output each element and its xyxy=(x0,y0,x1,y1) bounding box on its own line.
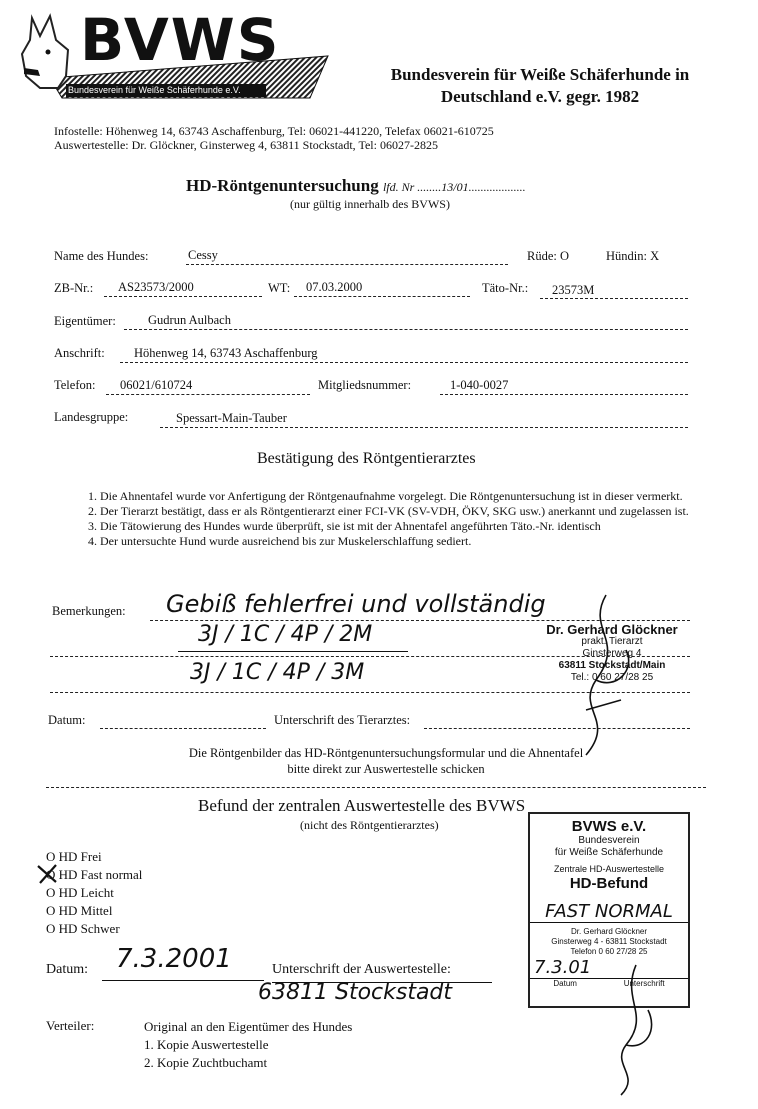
stamp-line: Zentrale HD-Auswertestelle xyxy=(553,864,665,874)
result-signature-line xyxy=(272,982,492,983)
group-value: Spessart-Main-Tauber xyxy=(176,411,287,425)
stamp-line: Ginsterweg 4 - 63811 Stockstadt xyxy=(551,937,667,946)
vet-date-label: Datum: xyxy=(48,713,86,727)
stamp-result-handwriting: FAST NORMAL xyxy=(530,901,688,923)
contact-info xyxy=(54,124,494,152)
phone-line xyxy=(106,394,310,395)
organization-name xyxy=(340,64,740,108)
section-divider xyxy=(46,787,706,788)
result-signature-label: Unterschrift der Auswertestelle: xyxy=(272,962,451,977)
owner-line xyxy=(124,329,688,330)
hd-option-fast-normal: O HD Fast normal xyxy=(46,867,143,882)
stamp-hd-befund: HD-Befund xyxy=(569,875,649,892)
org-line-2: Deutschland e.V. gegr. 1982 xyxy=(440,87,640,106)
name-label: Name des Hundes: xyxy=(54,249,149,263)
stamp-date-label: Datum xyxy=(553,979,577,988)
tattoo-line xyxy=(540,298,688,299)
title-text: HD-Röntgenuntersuchung xyxy=(186,176,379,195)
result-date-line xyxy=(102,980,264,981)
owner-label: Eigentümer: xyxy=(54,314,116,328)
remarks-strike-line xyxy=(178,651,408,652)
address-value: Höhenweg 14, 63743 Aschaffenburg xyxy=(134,346,318,360)
hd-option-mittel: O HD Mittel xyxy=(46,903,113,918)
vet-date-line xyxy=(100,728,266,729)
send-note xyxy=(146,745,626,777)
wt-line xyxy=(294,296,470,297)
zb-label: ZB-Nr.: xyxy=(54,281,94,295)
remarks-handwriting-1: Gebiß fehlerfrei und vollständig xyxy=(166,590,546,618)
distribution-list xyxy=(144,1018,352,1072)
confirm-item: 2. Der Tierarzt bestätigt, dass er als Röntgentierarzt einer FCI-VK (SV-VDH, ÖKV, SKG usw.) anerkannt und zugelassen ist. xyxy=(100,504,758,518)
remarks-handwriting-3: 3J / 1C / 4P / 3M xyxy=(190,660,365,685)
tattoo-value: 23573M xyxy=(552,283,595,297)
male-option: Rüde: O xyxy=(527,249,570,263)
wt-value: 07.03.2000 xyxy=(306,280,363,294)
evaluator-signature xyxy=(596,960,666,1100)
stamp-date-handwriting: 7.3.01 xyxy=(530,957,688,979)
member-label: Mitgliedsnummer: xyxy=(318,378,412,392)
female-option: Hündin: X xyxy=(606,249,660,263)
info-line-2: Auswertestelle: Dr. Glöckner, Ginsterweg 4, 63811 Stockstadt, Tel: 06027-2825 xyxy=(54,138,438,152)
distribution-item: 2. Kopie Zuchtbuchamt xyxy=(144,1055,268,1070)
stamp-line: für Weiße Schäferhunde xyxy=(554,847,664,858)
stamp-line: Bundesverein xyxy=(578,835,640,846)
result-date-label: Datum: xyxy=(46,962,88,977)
hd-option-leicht: O HD Leicht xyxy=(46,885,114,900)
zb-line xyxy=(104,296,262,297)
stamp-signature-label: Unterschrift xyxy=(623,979,665,988)
place-handwriting: 63811 Stockstadt xyxy=(258,980,453,1005)
distribution-label: Verteiler: xyxy=(46,1018,95,1033)
name-line xyxy=(186,264,508,265)
member-line xyxy=(440,394,688,395)
info-line-1: Infostelle: Höhenweg 14, 63743 Aschaffenburg, Tel: 06021-441220, Telefax 06021-610725 xyxy=(54,124,494,138)
member-value: 1-040-0027 xyxy=(450,378,509,392)
hd-option-schwer: O HD Schwer xyxy=(46,921,120,936)
name-value: Cessy xyxy=(188,248,218,262)
stamp-title: BVWS e.V. xyxy=(571,818,647,835)
result-subheading: (nicht des Röntgentierarztes) xyxy=(300,818,439,832)
vet-stamp-line: Tel.: 0 60 27/28 25 xyxy=(570,672,654,683)
serial-number: lfd. Nr ........13/01................... xyxy=(382,180,526,194)
send-note-line-2: bitte direkt zur Auswertestelle schicken xyxy=(287,762,485,776)
stamp-line: Dr. Gerhard Glöckner xyxy=(570,927,648,936)
wt-label: WT: xyxy=(268,281,291,295)
confirmation-heading: Bestätigung des Röntgentierarztes xyxy=(257,450,476,467)
result-date-value: 7.3.2001 xyxy=(116,944,232,974)
address-line xyxy=(120,362,688,363)
vet-signature xyxy=(566,590,646,760)
cross-mark-icon xyxy=(34,862,62,886)
tattoo-label: Täto-Nr.: xyxy=(482,281,529,295)
group-line xyxy=(160,427,688,428)
phone-label: Telefon: xyxy=(54,378,96,392)
result-heading: Befund der zentralen Auswertestelle des BVWS xyxy=(198,796,526,815)
remarks-label: Bemerkungen: xyxy=(52,604,126,618)
vet-stamp-line: prakt. Tierarzt xyxy=(581,636,643,647)
distribution-item: 1. Kopie Auswertestelle xyxy=(144,1037,269,1052)
vet-signature-label: Unterschrift des Tierarztes: xyxy=(274,713,411,727)
vet-stamp-line: Ginsterweg 4 xyxy=(582,648,642,659)
confirm-item: 4. Der untersuchte Hund wurde ausreichend bis zur Muskelerschlaffung sediert. xyxy=(100,534,758,548)
vet-signature-line xyxy=(424,728,690,729)
logo-text: BVWS xyxy=(80,6,281,74)
stamp-line: Telefon 0 60 27/28 25 xyxy=(570,947,648,956)
confirm-item: 1. Die Ahnentafel wurde vor Anfertigung der Röntgenaufnahme vorgelegt. Die Röntgenuntersuchung ist in dieser vermerkt. xyxy=(100,489,758,503)
vet-stamp-line: 63811 Stockstadt/Main xyxy=(558,660,666,671)
vet-stamp-name: Dr. Gerhard Glöckner xyxy=(546,622,678,637)
org-line-1: Bundesverein für Weiße Schäferhunde in xyxy=(390,65,690,84)
address-label: Anschrift: xyxy=(54,346,105,360)
send-note-line-1: Die Röntgenbilder das HD-Röntgenuntersuchungsformular und die Ahnentafel xyxy=(188,746,584,760)
phone-value: 06021/610724 xyxy=(120,378,193,392)
group-label: Landesgruppe: xyxy=(54,410,129,424)
form-subtitle: (nur gültig innerhalb des BVWS) xyxy=(290,197,450,211)
hd-option-frei: O HD Frei xyxy=(46,849,102,864)
confirmation-list xyxy=(56,489,758,549)
confirm-item: 3. Die Tätowierung des Hundes wurde überprüft, sie ist mit der Ahnentafel angeführten Täto.-Nr. identisch xyxy=(100,519,758,533)
distribution-item: Original an den Eigentümer des Hundes xyxy=(144,1019,353,1034)
owner-value: Gudrun Aulbach xyxy=(148,313,231,327)
remarks-handwriting-2: 3J / 1C / 4P / 2M xyxy=(198,622,373,647)
zb-value: AS23573/2000 xyxy=(118,280,194,294)
form-title xyxy=(186,176,526,196)
logo-tagline: Bundesverein für Weiße Schäferhunde e.V. xyxy=(68,85,241,95)
